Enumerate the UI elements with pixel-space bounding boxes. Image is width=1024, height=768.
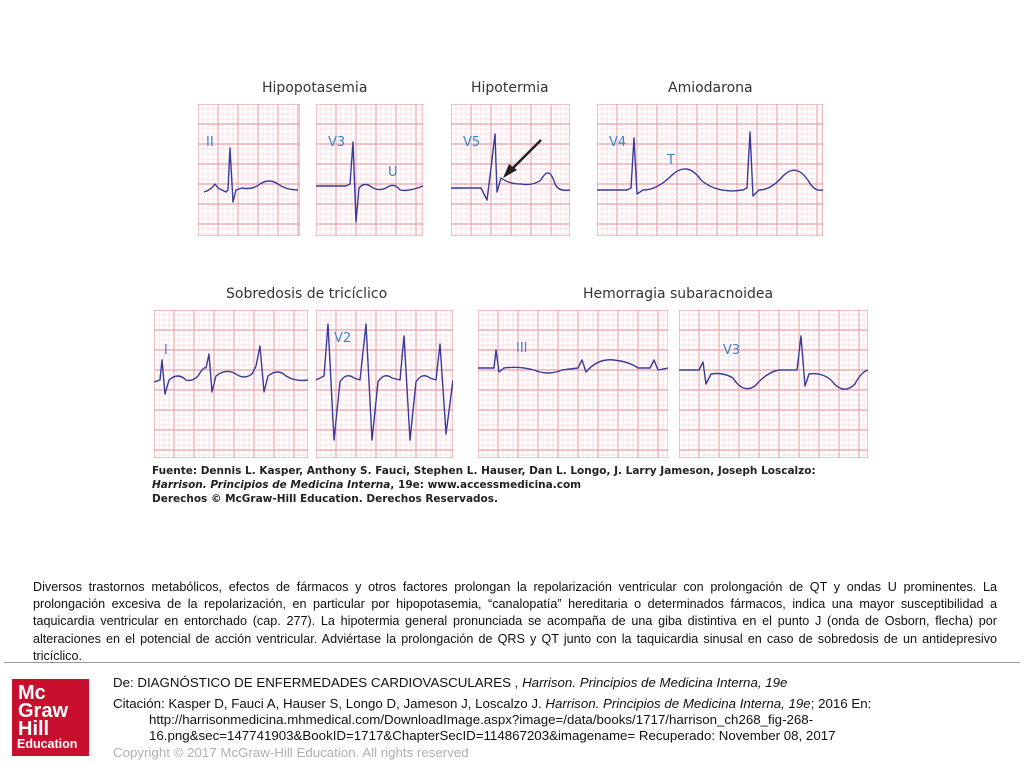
citation-from	[113, 675, 787, 690]
title-subarachnoid: Hemorragia subaracnoidea	[583, 286, 774, 302]
figure-caption: Diversos trastornos metabólicos, efectos de fármacos y otros factores prolongan la repolarización ventricular con prolongación de QT y ondas U prominentes. La prolongación excesiva de la repolarización, en particular por hipopotasemia, “canalopatía” hereditaria o determinados fármacos, indica una mayor susceptibilidad a taquicardia ventricular en entorchado (cap. 277). La hipotermia general pronunciada se acompaña de una giba distintiva en el punto J (onda de Osborn, flecha) por alteraciones en el potencial de acción ventricular. Adviértase la prolongación de QRS y QT junto con la taquicardia sinusal en caso de sobredosis de un antidepresivo tricíclico.	[33, 580, 997, 663]
ecg-grid-lines	[154, 310, 308, 458]
citation-year: ; 2016 En:	[810, 696, 872, 711]
ecg-sah-iii	[478, 310, 668, 458]
title-hypothermia: Hipotermia	[471, 80, 549, 96]
citation-sep: .	[537, 696, 546, 711]
citation-line	[113, 696, 871, 711]
mcgraw-hill-logo	[12, 679, 89, 756]
ecg-tricyclic-i	[154, 310, 308, 458]
ecg-grid-lines	[198, 104, 300, 236]
ecg-grid-lines	[478, 310, 668, 458]
lead-label: V3	[328, 135, 346, 150]
lead-label: T	[667, 153, 675, 168]
lead-label: V3	[723, 343, 741, 358]
source-line-2	[152, 478, 852, 492]
title-tricyclic: Sobredosis de tricíclico	[226, 286, 388, 302]
ecg-hypothermia-v5	[451, 104, 570, 236]
citation-from-title: Harrison. Principios de Medicina Interna, 19e	[522, 675, 788, 690]
ecg-grid-lines	[679, 310, 868, 458]
lead-label: V2	[334, 331, 352, 346]
ecg-amiodarone-v4	[597, 104, 823, 236]
figure-source	[152, 464, 852, 506]
divider	[4, 662, 1020, 663]
ecg-grid-lines	[316, 104, 423, 236]
copyright: Copyright © 2017 McGraw-Hill Education. All rights reserved	[113, 745, 469, 760]
ecg-tricyclic-v2	[316, 310, 453, 458]
citation-url-2[interactable]: 16.png&sec=147741903&BookID=1717&ChapterSecID=114867203&imagename= Recuperado: November 08, 2017	[149, 728, 836, 743]
title-amiodarone: Amiodarona	[668, 80, 753, 96]
ecg-hypokalemia-v3	[316, 104, 423, 236]
citation-url-1[interactable]: http://harrisonmedicina.mhmedical.com/DownloadImage.aspx?image=/data/books/1717/harrison_ch268_fig-268-	[149, 712, 814, 727]
ecg-sah-v3	[679, 310, 868, 458]
source-line-1: Fuente: Dennis L. Kasper, Anthony S. Fauci, Stephen L. Hauser, Dan L. Longo, J. Larry Jameson, Joseph Loscalzo:	[152, 465, 816, 477]
source-line-3: Derechos © McGraw-Hill Education. Derechos Reservados.	[152, 493, 498, 505]
lead-label: V5	[463, 135, 481, 150]
lead-label: III	[516, 341, 528, 356]
logo-line: Hill	[18, 718, 50, 740]
ecg-hypokalemia-ii	[198, 104, 300, 236]
citation-title: Harrison. Principios de Medicina Interna, 19e	[545, 696, 811, 711]
lead-label: I	[164, 343, 168, 358]
source-book-title: Harrison. Principios de Medicina Interna	[152, 479, 391, 491]
logo-line: Mc	[18, 682, 46, 704]
source-web: , 19e: www.accessmedicina.com	[390, 479, 582, 491]
ecg-grid-lines	[597, 104, 823, 236]
logo-line: Education	[17, 737, 78, 751]
logo-line: Graw	[18, 700, 69, 722]
citation-authors: Citación: Kasper D, Fauci A, Hauser S, Longo D, Jameson J, Loscalzo J	[113, 696, 538, 711]
lead-label: II	[206, 135, 214, 150]
citation-from-prefix: De: DIAGNÓSTICO DE ENFERMEDADES CARDIOVASCULARES ,	[113, 675, 523, 690]
lead-label: V4	[609, 135, 627, 150]
lead-label: U	[388, 165, 398, 180]
title-hypokalemia: Hipopotasemia	[262, 80, 368, 96]
